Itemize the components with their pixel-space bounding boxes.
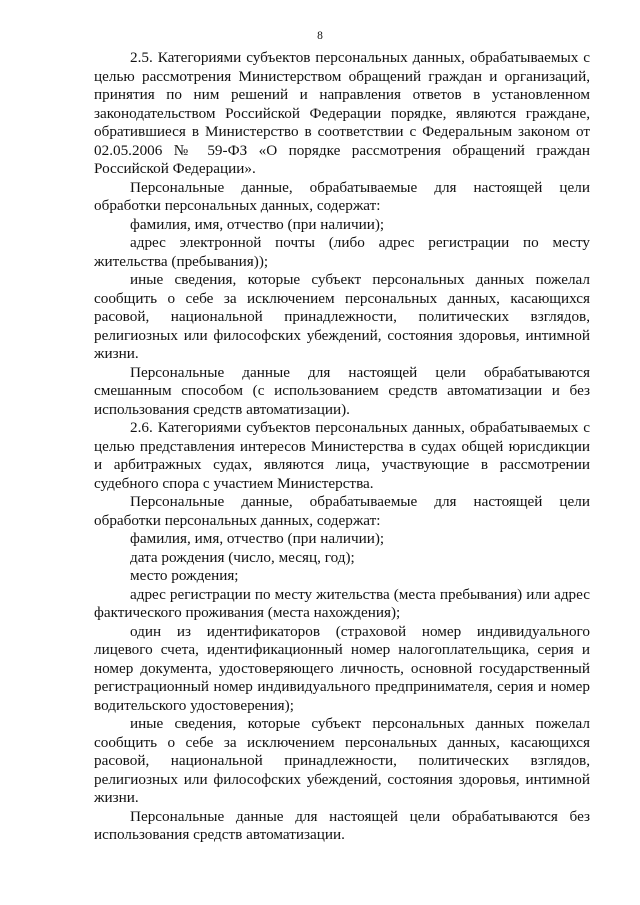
list-item: иные сведения, которые субъект персональных данных пожелал сообщить о себе за исключением персональных данных, касающихся расовой, национальной принадлежности, политических взглядов, религиозных или философских убеждений, состояния здоровья, интимной жизни. xyxy=(94,271,590,362)
document-body xyxy=(94,49,590,845)
page-number: 8 xyxy=(317,30,323,42)
paragraph-data-contents: Персональные данные, обрабатываемые для настоящей цели обработки персональных данных, содержат: xyxy=(94,493,590,529)
list-item: место рождения; xyxy=(130,567,239,584)
list-item: фамилия, имя, отчество (при наличии); xyxy=(130,215,385,233)
list-item: дата рождения (число, месяц, год); xyxy=(130,548,355,566)
paragraph-processing-method: Персональные данные для настоящей цели обрабатываются без использования средств автоматизации. xyxy=(94,807,590,843)
list-item: один из идентификаторов (страховой номер индивидуального лицевого счета, идентификационный номер налогоплательщика, серия и номер документа, удостоверяющего личность, основной государственный регистрационный номер индивидуального предпринимателя, серия и номер водительского удостоверения); xyxy=(94,622,590,714)
paragraph-2-6: 2.6. Категориями субъектов персональных данных, обрабатываемых с целью представления интересов Министерства в судах общей юрисдикции и арбитражных судах, являются лица, участвующие в рассмотрении судебного спора с участием Министерства. xyxy=(94,419,590,492)
paragraph-2-5: 2.5. Категориями субъектов персональных данных, обрабатываемых с целью рассмотрения Министерством обращений граждан и организаций, принятия по ним решений и направления ответов в установленном законодательством Российской Федерации порядке, являются граждане, обратившиеся в Министерство в соответствии с Федеральным законом от 02.05.2006 № 59-ФЗ «О порядке рассмотрения обращений граждан Российской Федерации». xyxy=(94,49,590,177)
list-item: адрес электронной почты (либо адрес регистрации по месту жительства (пребывания)); xyxy=(94,234,590,270)
list-item: иные сведения, которые субъект персональных данных пожелал сообщить о себе за исключением персональных данных, касающихся расовой, национальной принадлежности, политических взглядов, религиозных или философских убеждений, состояния здоровья, интимной жизни. xyxy=(94,715,590,806)
paragraph-data-contents: Персональные данные, обрабатываемые для настоящей цели обработки персональных данных, содержат: xyxy=(94,178,590,214)
list-item: адрес регистрации по месту жительства (места пребывания) или адрес фактического проживания (места нахождения); xyxy=(94,585,590,621)
paragraph-processing-method: Персональные данные для настоящей цели обрабатываются смешанным способом (с использованием средств автоматизации и без использования средств автоматизации). xyxy=(94,363,590,418)
list-item: фамилия, имя, отчество (при наличии); xyxy=(130,530,385,547)
